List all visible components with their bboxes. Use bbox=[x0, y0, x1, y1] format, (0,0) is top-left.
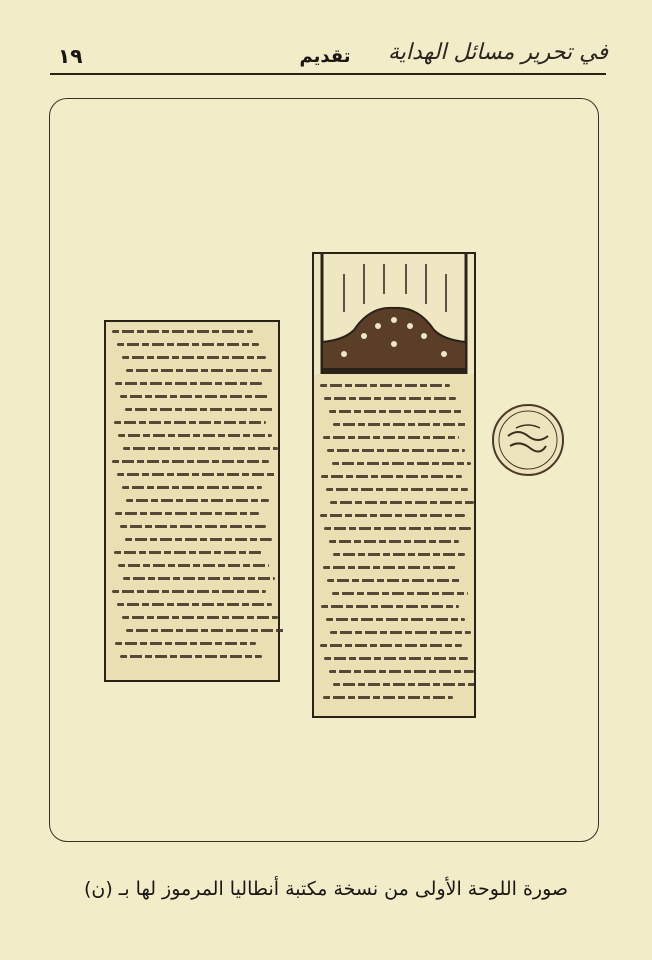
manuscript-line bbox=[126, 629, 284, 632]
manuscript-line bbox=[125, 408, 275, 411]
manuscript-line bbox=[330, 631, 471, 634]
manuscript-line bbox=[112, 590, 266, 593]
manuscript-line bbox=[332, 462, 471, 465]
manuscript-line bbox=[120, 655, 262, 658]
manuscript-line bbox=[320, 384, 450, 387]
manuscript-line bbox=[123, 447, 278, 450]
manuscript-line bbox=[333, 553, 465, 556]
manuscript-line bbox=[320, 514, 465, 517]
manuscript-line bbox=[321, 605, 459, 608]
manuscript-line bbox=[117, 473, 275, 476]
header-rule bbox=[50, 73, 606, 75]
illuminated-headpiece bbox=[314, 254, 474, 374]
page-number: ١٩ bbox=[58, 44, 83, 68]
manuscript-text-lines bbox=[112, 330, 272, 668]
manuscript-line bbox=[123, 577, 275, 580]
manuscript-line bbox=[324, 527, 471, 530]
section-title: تقديم bbox=[299, 46, 351, 67]
manuscript-line bbox=[114, 551, 263, 554]
manuscript-line bbox=[120, 395, 269, 398]
manuscript-line bbox=[126, 369, 272, 372]
manuscript-line bbox=[112, 330, 253, 333]
manuscript-line bbox=[323, 566, 456, 569]
manuscript-line bbox=[115, 382, 262, 385]
manuscript-line bbox=[329, 410, 462, 413]
manuscript-line bbox=[320, 644, 462, 647]
manuscript-text-lines bbox=[320, 384, 468, 709]
manuscript-line bbox=[115, 512, 259, 515]
manuscript-line bbox=[332, 592, 468, 595]
manuscript-line bbox=[126, 499, 268, 502]
manuscript-line bbox=[122, 486, 263, 489]
manuscript-line bbox=[326, 488, 468, 491]
manuscript-line bbox=[326, 618, 465, 621]
manuscript-page-left bbox=[104, 320, 280, 682]
manuscript-line bbox=[323, 696, 453, 699]
manuscript-line bbox=[112, 460, 269, 463]
manuscript-line bbox=[324, 397, 456, 400]
manuscript-line bbox=[120, 525, 266, 528]
manuscript-line bbox=[117, 343, 259, 346]
manuscript-line bbox=[321, 475, 462, 478]
manuscript-line bbox=[118, 434, 272, 437]
manuscript-line bbox=[333, 683, 476, 686]
manuscript-line bbox=[125, 538, 272, 541]
manuscript-line bbox=[329, 540, 459, 543]
manuscript-line bbox=[327, 449, 465, 452]
manuscript-line bbox=[323, 436, 459, 439]
manuscript-line bbox=[114, 421, 266, 424]
manuscript-line bbox=[330, 501, 474, 504]
manuscript-line bbox=[117, 603, 272, 606]
book-title: في تحرير مسائل الهداية bbox=[388, 40, 608, 65]
manuscript-line bbox=[118, 564, 268, 567]
manuscript-line bbox=[115, 642, 256, 645]
manuscript-line bbox=[122, 616, 279, 619]
manuscript-line bbox=[324, 657, 468, 660]
page-header bbox=[0, 0, 652, 78]
manuscript-line bbox=[333, 423, 468, 426]
figure-caption: صورة اللوحة الأولى من نسخة مكتبة أنطاليا المرموز لها بـ (ن) bbox=[83, 878, 569, 900]
manuscript-line bbox=[329, 670, 474, 673]
manuscript-line bbox=[122, 356, 266, 359]
manuscript-line bbox=[327, 579, 462, 582]
library-seal-stamp bbox=[490, 402, 566, 478]
manuscript-page-right bbox=[312, 252, 476, 718]
